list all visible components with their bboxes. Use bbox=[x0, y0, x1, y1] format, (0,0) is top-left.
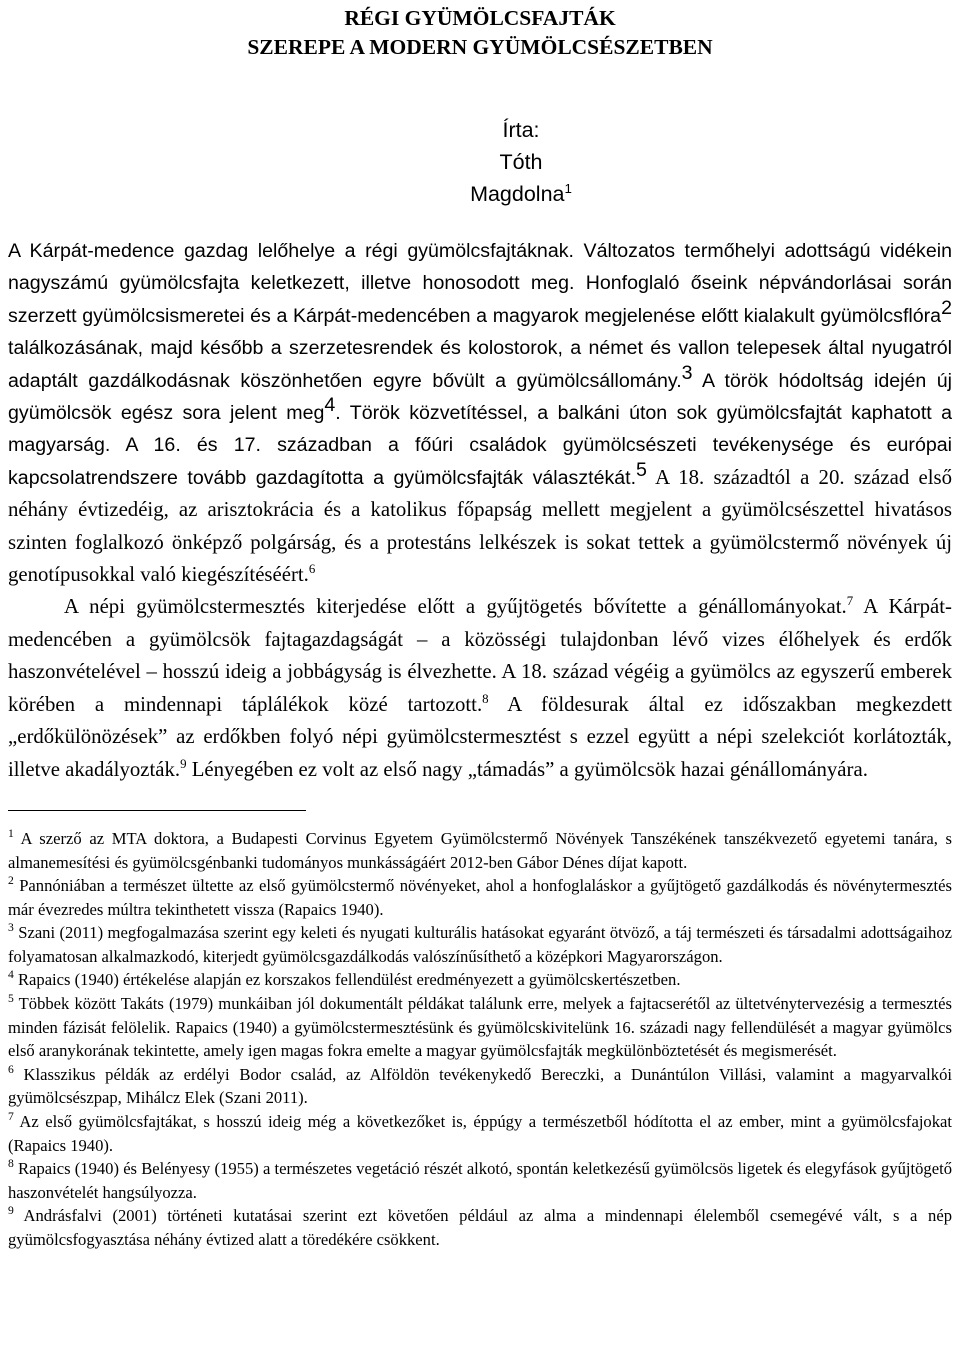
paragraph-1-part-e: A 18. századtól a 20. század első néhány évtizedéig, az arisztokrácia és a katolikus főpapság mellett megjelent a gyümölcsészettel hivatásos szinten foglalkozó önképző polgárság, és a protestáns lelkészek is sokat tettek a gyümölcstermő növények új genotípusokkal való kiegészítéséért. bbox=[8, 465, 952, 587]
footnote-text: Pannóniában a természet ültette az első gyümölcstermő növényeket, ahol a honfoglaláskor a gyűjtögető gazdálkodás és növénytermesztés már évezredes múltra tekinthetett vissza (Rapaics 1940). bbox=[8, 876, 952, 919]
paragraph-1-part-a: A Kárpát-medence gazdag lelőhelye a régi gyümölcsfajtáknak. Változatos termőhelyi adottságú vidékein nagyszámú gyümölcsfajta keletkezett, illetve honosodott meg. Honfoglaló őseink népvándorlásai során szerzett gyümölcsismeretei és a Kárpát-medencében a magyarok megjelenése előtt kialakult gyümölcsflóra bbox=[8, 240, 952, 327]
footnote-divider bbox=[8, 810, 306, 811]
footnote-ref-2[interactable]: 2 bbox=[941, 296, 952, 319]
footnote-ref-9[interactable]: 9 bbox=[180, 756, 187, 771]
paragraph-1-part-d: . Török közvetítéssel, a balkáni úton sok gyümölcsfajtát kaphatott a magyarság. A 16. és 17. században a főúri családok gyümölcsészeti tevékenysége és európai kapcsolatrendszere tovább gazdagította a gyümölcsfajták választékát. bbox=[8, 402, 952, 489]
byline bbox=[8, 114, 952, 210]
paragraph-1-part-b: találkozásának, majd később a szerzetesrendek és kolostorok, a német és vallon telepesek által nyugatról adaptált gazdálkodásnak köszönhetően egyre bővült a gyümölcsállomány. bbox=[8, 337, 952, 392]
footnote-text: Rapaics (1940) értékelése alapján ez korszakos fellendülést eredményezett a gyümölcskertészetben. bbox=[13, 970, 681, 990]
footnote-5 bbox=[8, 992, 952, 1063]
footnote-number: 1 bbox=[8, 826, 14, 840]
footnote-number: 4 bbox=[8, 968, 14, 982]
footnote-number: 2 bbox=[8, 874, 14, 888]
footnote-4 bbox=[8, 968, 952, 992]
footnote-text: Klasszikus példák az erdélyi Bodor család, az Alföldön tevékenykedő Bereczki, a Dunántúlon Villási, valamint a magyarvalkói gyümölcsészpap, Mihálcz Elek (Szani 2011). bbox=[8, 1064, 952, 1108]
footnote-ref-4[interactable]: 4 bbox=[324, 394, 336, 417]
footnote-9 bbox=[8, 1204, 952, 1251]
paragraph-2-part-d: Lényegében ez volt az első nagy „támadás” a gyümölcsök hazai génállományára. bbox=[186, 757, 868, 781]
footnote-text: Az első gyümölcsfajtákat, s hosszú ideig még a következőket is, éppúgy a természetből hódította el az ember, mint a gyümölcsfajokat (Rapaics 1940). bbox=[8, 1112, 952, 1155]
footnote-text: Andrásfalvi (2001) történeti kutatásai szerint ezt követően például az alma a mindennapi élelemből csemegévé vált, s a nép gyümölcsfogyasztása néhány évtized alatt a töredékére csökkent. bbox=[8, 1206, 952, 1249]
footnote-number: 6 bbox=[8, 1062, 14, 1076]
footnote-ref-6[interactable]: 6 bbox=[308, 562, 316, 577]
paragraph-1 bbox=[8, 235, 952, 591]
paragraph-2 bbox=[8, 591, 952, 785]
footnote-text: Többek között Takáts (1979) munkáiban jól dokumentált példákat találunk erre, melyek a fajtacserétől az ültetvénytervezésig a termesztés minden fázisát felölelik. Rapaics (1940) a gyümölcstermesztésünk és gyümölcskivitelünk 16. századi nagy fellendülését a magyar gyümölcs első aranykorának tekintette, amely igen magas fokra emelte a magyar gyümölcsfajták megkülönböztetését és megismerését. bbox=[8, 994, 952, 1061]
author-name: Tóth Magdolna bbox=[470, 150, 565, 206]
paragraph-1-part-c: A török hódoltság idején új gyümölcsök egész sora jelent meg bbox=[8, 369, 952, 425]
paragraph-2-part-a: A népi gyümölcstermesztés kiterjedése előtt a gyűjtögetés bővítette a génállományokat. bbox=[64, 595, 847, 619]
body-text bbox=[8, 235, 952, 786]
byline-author bbox=[446, 146, 596, 210]
byline-label: Írta: bbox=[502, 118, 540, 142]
footnote-text: Rapaics (1940) és Belényesy (1955) a természetes vegetáció részét alkotó, spontán keletkezésű gyümölcsös ligetek és elegyfások gyűjtögető haszonvételét hangsúlyozza. bbox=[8, 1159, 952, 1202]
footnotes bbox=[8, 827, 952, 1252]
paragraph-2-part-b: A Kárpát-medencében a gyümölcsök fajtagazdagságát – a közösségi tulajdonban lévő vizes élőhelyek és erdők haszonvételével – hosszú ideig a jobbágyság is élvezhette. A 18. század végéig a gyümölcs az egyszerű emberek körében a mindennapi táplálékok közé tartozott. bbox=[8, 595, 952, 716]
footnote-3 bbox=[8, 921, 952, 968]
footnote-7 bbox=[8, 1110, 952, 1157]
title-line-2: SZEREPE A MODERN GYÜMÖLCSÉSZETBEN bbox=[247, 35, 713, 59]
footnote-ref-3[interactable]: 3 bbox=[681, 361, 693, 384]
footnote-text: Szani (2011) megfogalmazása szerint egy keleti és nyugati kulturális hatásokat egyaránt ötvöző, a táj természeti és társadalmi adottságaihoz folyamatosan alkalmazkodó, kiterjedt gyümölcsgazdálkodás valószínűsíthető a középkori Magyarországon. bbox=[8, 923, 952, 966]
footnote-number: 5 bbox=[8, 992, 14, 1006]
footnote-number: 9 bbox=[8, 1204, 14, 1218]
footnote-ref-5[interactable]: 5 bbox=[636, 458, 647, 481]
title-line-1: RÉGI GYÜMÖLCSFAJTÁK bbox=[344, 6, 616, 30]
paragraph-2-part-c: A földesurak által ez időszakban megkezdett „erdőkülönözések” az erdőkben folyó népi gyümölcstermesztést s ezzel együtt a népi szelekciót korlátozták, illetve akadályozták. bbox=[8, 692, 952, 781]
footnote-6 bbox=[8, 1063, 952, 1110]
footnote-ref-7[interactable]: 7 bbox=[846, 594, 854, 609]
footnote-number: 3 bbox=[8, 921, 14, 935]
footnote-number: 8 bbox=[8, 1157, 14, 1171]
document-title bbox=[8, 4, 952, 62]
footnote-1 bbox=[8, 827, 952, 874]
footnote-text: A szerző az MTA doktora, a Budapesti Corvinus Egyetem Gyümölcstermő Növények Tanszékének tanszékvezető egyetemi tanára, s almanemesítési és gyümölcsgénbanki tudományos munkásságáért 2012-ben Gábor Dénes díjat kapott. bbox=[8, 828, 952, 872]
footnote-number: 7 bbox=[8, 1110, 14, 1124]
footnote-8 bbox=[8, 1157, 952, 1204]
footnote-2 bbox=[8, 874, 952, 921]
footnote-ref-8[interactable]: 8 bbox=[482, 691, 489, 706]
footnote-ref-1[interactable]: 1 bbox=[564, 180, 572, 196]
